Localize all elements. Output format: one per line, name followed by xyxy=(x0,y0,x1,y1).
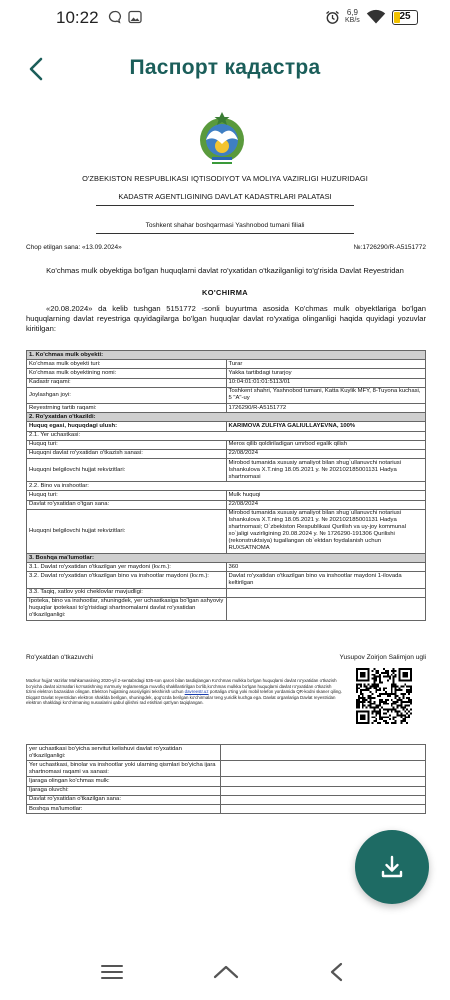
table-row xyxy=(27,482,426,491)
table-section-header xyxy=(27,554,426,563)
row-label: Reyestrning tartib raqami: xyxy=(27,403,227,412)
table-row xyxy=(27,440,426,449)
page-title: Паспорт кадастра xyxy=(129,56,321,79)
download-icon xyxy=(379,854,405,880)
home-icon[interactable] xyxy=(212,962,240,982)
row-label: Huquqni belgilovchi hujjat rekvizitlari: xyxy=(27,459,227,482)
back-icon[interactable] xyxy=(326,962,348,982)
row-value: 22/08/2024 xyxy=(226,449,426,458)
row-value xyxy=(221,804,426,813)
wifi-icon xyxy=(366,9,386,25)
row-label: Yer uchastkasi, binolar va inshootlar yoki ularning qismlari bo'yicha ijara shartnomasi raqami va sanasi: xyxy=(27,761,221,777)
intro-paragraph: «20.08.2024» da kelib tushgan 5151772 -sonli buyurtma asosida Ko'chmas mulk obyektlariga bo'lgan huquqlarning davlat reyestriga quyidagilarga bo'lgan huquqlar davlat ro'yxatiga olinganligi haqida quyidagi yozuvlar kiritilgan: xyxy=(26,304,426,334)
signer-role: Ro'yxatdan o'tkazuvchi xyxy=(26,654,94,661)
row-value: Turar xyxy=(226,360,426,369)
row-value: Mulk huquqi xyxy=(226,491,426,500)
row-value xyxy=(221,795,426,804)
row-label: Ko'chmas mulk obyekti turi: xyxy=(27,360,227,369)
download-button[interactable] xyxy=(355,830,429,904)
row-value: 1726290/R-A5151772 xyxy=(226,403,426,412)
branch-name: Toshkent shahar boshqarmasi Yashnobod tumani filiali xyxy=(145,222,305,229)
row-value: Mirobod tumanida xususiy amaliyot bilan shug`ullanuvchi notariusi Ishankulova X.T.ning 18.05.2021 y. № 202102185001131 Hadya shartnomasi; O`zbekiston Respublikasi Qurilish va uy-joy kommunal xo`jaligi vazirligining 20.08.2024 y. № 1726290-191306 Qurilishi (rekonstruktsiya) tugallangan ob`ektdan foydalanish uchun RUXSATNOMA xyxy=(226,509,426,553)
state-emblem-icon xyxy=(196,110,248,166)
row-value: Yakka tartibdagi turarjoy xyxy=(226,369,426,378)
table-row xyxy=(27,387,426,403)
row-label: Kadastr raqami: xyxy=(27,378,227,387)
register-table xyxy=(26,350,426,621)
table-row xyxy=(27,459,426,482)
table-row xyxy=(27,378,426,387)
row-value: Meros qilib qoldiriladigan umrbod egalik qilish xyxy=(226,440,426,449)
row-value: Mirobod tumanida xususiy amaliyot bilan shug`ullanuvchi notariusi Ishankulova X.T.ning 18.05.2021 y. № 202102185001131 Hadya shartnomasi xyxy=(226,459,426,482)
fine-print-text: portaliga o'ting yoki mobil telefon yordamida QR-kodni skaner qiling. Diqqat! Davlat reyestridan elektron shaklda berilgan, shuningdek, qog'ozda berilgan ko'chirmalar teng yuridik kuchga ega. Davlat organlariga Davlat reyestridan elektron shakldagi ko'chirmaning nusxalarini qabul qilishni rad etishlari qat'iyan taqiqlangan. xyxy=(26,689,342,706)
org-line-1: O'ZBEKISTON RESPUBLIKASI IQTISODIYOT VA MOLIYA VAZIRLIGI HUZURIDAGI xyxy=(82,174,368,183)
section-title: 3. Boshqa ma'lumotlar: xyxy=(27,554,426,563)
fine-print xyxy=(26,678,342,706)
subsection-title: 2.2. Bino va inshootlar: xyxy=(27,482,426,491)
additional-info-table xyxy=(26,744,426,814)
row-label: Huquq turi: xyxy=(27,491,227,500)
table-row xyxy=(27,745,426,761)
row-label: 3.2. Davlat ro'yxatidan o'tkazilgan bino va inshootlar maydoni (kv.m.): xyxy=(27,572,227,588)
divider xyxy=(96,233,354,234)
table-row xyxy=(27,761,426,777)
row-value xyxy=(221,745,426,761)
document-title: Ko'chmas mulk obyektiga bo'lgan huquqlarni davlat ro'yxatidan o'tkazilganligi to'g'risida Davlat Reyestridan xyxy=(46,266,404,275)
row-label: Davlat ro'yxatidan o'tkazilgan sana: xyxy=(27,795,221,804)
row-value: 360 xyxy=(226,563,426,572)
fine-print-text: Mazkur hujjat Vazirlar Mahkamasining 2020-yil 2-sentabrdagi 535-son qarori bilan tasdiqlangan Ko'chmas mulkka bo'lgan huquqlarni davlat ro'yxatidan o'tkazish bo'yicha davlat xizmatlari ko'rsatishning ma'muriy reglamentiga muvofiq shakllantirilgan bo'lib,ko'chmas mulkka bo'lgan huquqlarni davlat ro'yxatidan o'tkazish tizimi elektron bazasidan olingan. Elektron hujjatning asosiyligini tekshirish uchun xyxy=(26,678,337,695)
status-time: 10:22 xyxy=(56,8,99,27)
row-label: Huquq turi: xyxy=(27,440,227,449)
document-number: №:1726290/R-A5151772 xyxy=(353,244,426,251)
row-value xyxy=(221,761,426,777)
table-row xyxy=(27,491,426,500)
battery-level: 25 xyxy=(399,11,411,22)
table-row xyxy=(27,500,426,509)
row-value xyxy=(226,597,426,620)
cadastre-document xyxy=(0,102,450,942)
row-value xyxy=(221,777,426,786)
table-row xyxy=(27,804,426,813)
section-title: 2. Ro'yxatdan o'tkazildi: xyxy=(27,413,426,422)
row-value xyxy=(226,588,426,597)
print-date: Chop etilgan sana: «13.09.2024» xyxy=(26,244,122,251)
row-label: Ko'chmas mulk obyektining nomi: xyxy=(27,369,227,378)
table-row xyxy=(27,360,426,369)
row-label: Huquq egasi, huquqdagi ulush: xyxy=(27,422,227,431)
row-label: Huquqni davlat ro'yxatidan o'tkazish sanasi: xyxy=(27,449,227,458)
row-value: Toshkent shahri, Yashnobod tumani, Katta Kuylik MFY, 8-Tuyona kuchasi, 5 "A"-uy xyxy=(226,387,426,403)
row-value: KARIMOVA ZULFIYA GALIULLAYEVNA, 100% xyxy=(226,422,426,431)
alarm-icon xyxy=(325,10,340,25)
system-nav-bar xyxy=(0,948,450,1000)
signer-name: Yusupov Zoirjon Salimjon ugli xyxy=(339,654,426,661)
document-subtitle: KO'CHIRMA xyxy=(201,288,248,297)
battery-icon xyxy=(392,10,418,25)
table-row xyxy=(27,786,426,795)
verification-link[interactable]: davreestr.uz xyxy=(184,689,209,695)
divider xyxy=(96,205,354,206)
row-label: Ipoteka, bino va inshootlar, shuningdek, yer uchastkasiga bo'lgan ashyoviy huquqlar ipotekasi to'g'risidagi shartnomalarni davlat ro'yxatidan o'tkazilganligi: xyxy=(27,597,227,620)
table-row xyxy=(27,795,426,804)
status-bar xyxy=(0,0,450,36)
section-title: 1. Ko'chmas mulk obyekti: xyxy=(27,351,426,360)
row-label: 3.1. Davlat ro'yxatidan o'tkazilgan yer maydoni (kv.m.): xyxy=(27,563,227,572)
table-row xyxy=(27,777,426,786)
network-speed-value: 6,9 xyxy=(346,8,358,17)
network-speed xyxy=(345,9,360,25)
table-row xyxy=(27,563,426,572)
row-value: 10:04:01:01:01:5113/01 xyxy=(226,378,426,387)
table-row xyxy=(27,572,426,588)
table-row xyxy=(27,431,426,440)
table-row xyxy=(27,509,426,553)
table-row xyxy=(27,597,426,620)
row-value: 22/08/2024 xyxy=(226,500,426,509)
network-speed-unit: KB/s xyxy=(345,17,360,24)
subsection-title: 2.1. Yer uchastkasi: xyxy=(27,431,426,440)
qr-code xyxy=(356,668,412,724)
table-row xyxy=(27,588,426,597)
row-value xyxy=(221,786,426,795)
menu-icon[interactable] xyxy=(100,962,124,982)
table-row xyxy=(27,449,426,458)
app-bar xyxy=(0,36,450,102)
table-row xyxy=(27,422,426,431)
table-section-header xyxy=(27,351,426,360)
row-label: 3.3. Taqiq, xatlov yoki cheklovlar mavjudligi: xyxy=(27,588,227,597)
row-value: Davlat ro'yxatidan o'tkazilgan bino va inshootlar maydoni 1-ilovada keltirilgan xyxy=(226,572,426,588)
row-label: yer uchastkasi bo'yicha servitut kelishuvi davlat ro'yxatidan o'tkazilganligi: xyxy=(27,745,221,761)
org-line-2: KADASTR AGENTLIGINING DAVLAT KADASTRLARI PALATASI xyxy=(118,192,332,201)
row-label: Davlat ro'yxatidan o'tgan sana: xyxy=(27,500,227,509)
row-label: Huquqni belgilovchi hujjat rekvizitlari: xyxy=(27,509,227,553)
messenger-icon xyxy=(108,10,122,24)
table-row xyxy=(27,369,426,378)
gallery-icon xyxy=(128,10,142,24)
row-label: Joylashgan joyi: xyxy=(27,387,227,403)
table-row xyxy=(27,403,426,412)
row-label: Boshqa ma'lumotlar: xyxy=(27,804,221,813)
row-label: Ijaraga olingan ko'chmas mulk: xyxy=(27,777,221,786)
row-label: Ijaraga oluvchi: xyxy=(27,786,221,795)
table-section-header xyxy=(27,413,426,422)
